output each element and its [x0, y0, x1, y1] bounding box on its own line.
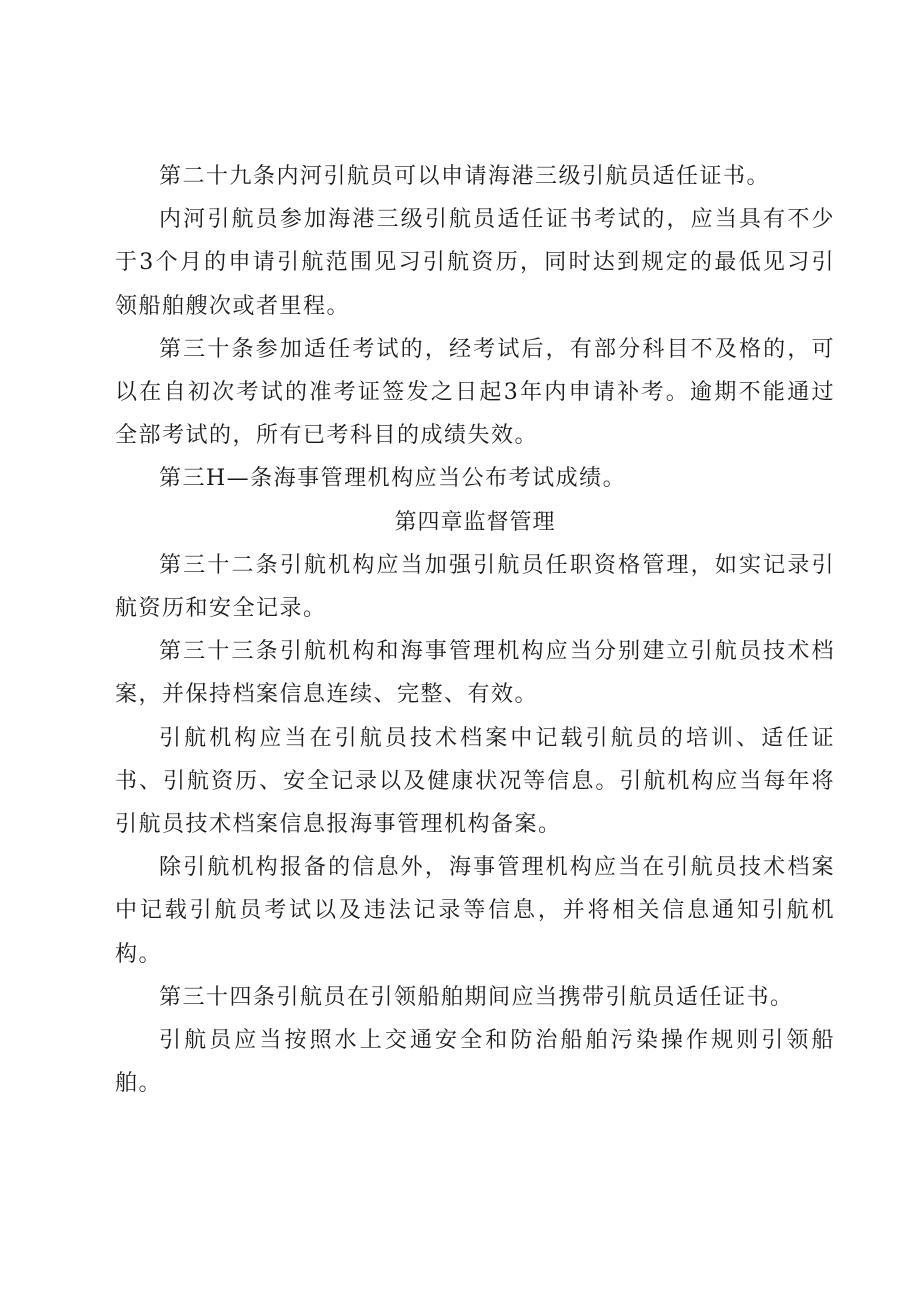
article-33-paragraph-3: 除引航机构报备的信息外，海事管理机构应当在引航员技术档案中记载引航员考试以及违法记录等信息，并将相关信息通知引航机构。 [115, 855, 835, 967]
article-29: 第二十九条内河引航员可以申请海港三级引航员适任证书。 [159, 164, 771, 189]
article-34: 第三十四条引航员在引领船舶期间应当携带引航员适任证书。 [159, 984, 794, 1010]
article-29-paragraph-2: 内河引航员参加海港三级引航员适任证书考试的，应当具有不少于3个月的申请引航范围见习引航资历，同时达到规定的最低见习引领船舶艘次或者里程。 [115, 207, 835, 319]
article-31: 第三H—条海事管理机构应当公布考试成绩。 [159, 466, 627, 492]
article-34-paragraph-2: 引航员应当按照水上交通安全和防治船舶污染操作规则引领船舶。 [115, 1028, 835, 1097]
article-33-paragraph-2: 引航机构应当在引航员技术档案中记载引航员的培训、适任证书、引航资历、安全记录以及健康状况等信息。引航机构应当每年将引航员技术档案信息报海事管理机构备案。 [115, 725, 835, 838]
article-32: 第三十二条引航机构应当加强引航员任职资格管理，如实记录引航资历和安全记录。 [115, 552, 835, 622]
chapter-heading: 第四章监督管理 [394, 509, 556, 535]
document-body [115, 155, 835, 1105]
article-33: 第三十三条引航机构和海事管理机构应当分别建立引航员技术档案，并保持档案信息连续、完整、有效。 [115, 639, 835, 708]
article-30: 第三十条参加适任考试的，经考试后，有部分科目不及格的，可以在自初次考试的准考证签发之日起3年内申请补考。逾期不能通过全部考试的，所有已考科目的成绩失效。 [115, 336, 835, 449]
